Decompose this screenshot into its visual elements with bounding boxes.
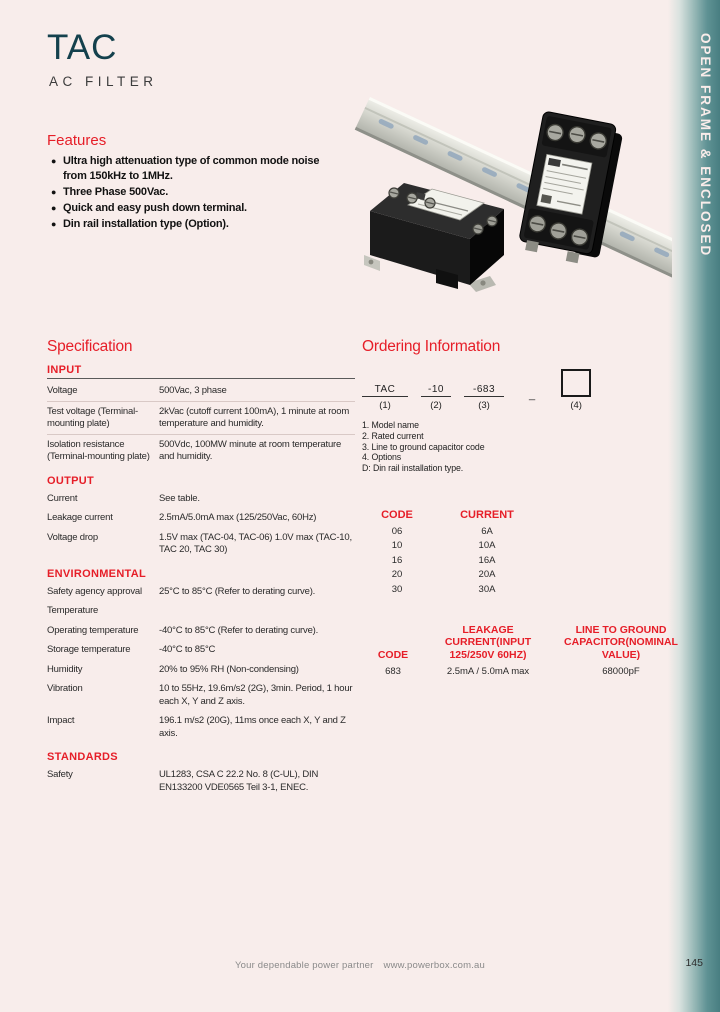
feature-item (47, 217, 332, 232)
ordering-note: 4. Options (362, 452, 402, 463)
cell-current: 30A (478, 583, 496, 595)
spec-section-heading-output: OUTPUT (47, 474, 95, 487)
spec-value: 10 to 55Hz, 19.6m/s2 (2G), 3min. Period, 1 hour each X, Y and Z axis. (159, 683, 353, 707)
page-subtitle: AC FILTER (49, 74, 158, 89)
spec-value: -40°C to 85°C (159, 644, 216, 655)
spec-label: Safety agency approval (47, 585, 142, 597)
bullet-icon: ● (51, 187, 57, 197)
spec-row (47, 528, 355, 560)
spec-label: Test voltage (Terminal-mounting plate) (47, 405, 138, 429)
part-segment-model (362, 384, 408, 411)
spec-row (47, 601, 355, 621)
part-segment-options (561, 369, 591, 411)
spec-row (47, 765, 355, 797)
ordering-section (362, 338, 678, 678)
cell-current: 10A (478, 540, 496, 552)
cell-code: 10 (391, 540, 403, 552)
ordering-note: 3. Line to ground capacitor code (362, 441, 485, 452)
part-segment-current (421, 384, 451, 411)
leakage-col-code (362, 623, 424, 677)
spec-value: UL1283, CSA C 22.2 No. 8 (C-UL), DIN EN133200 VDE0565 Teil 3-1, ENEC. (159, 769, 319, 793)
feature-text: Quick and easy push down terminal. (63, 202, 247, 214)
spec-row (47, 660, 355, 680)
ordering-heading: Ordering Information (362, 338, 501, 355)
feature-item (47, 154, 332, 184)
cell-code: 16 (391, 554, 403, 566)
footer (0, 960, 720, 971)
spec-row (47, 402, 355, 435)
table-header-row (362, 509, 664, 525)
spec-label: Voltage drop (47, 531, 98, 543)
column-header: LINE TO GROUND CAPACITOR(NOMINAL VALUE) (564, 623, 678, 661)
ordering-notes (362, 420, 664, 474)
features-heading: Features (47, 132, 107, 149)
feature-item (47, 201, 332, 216)
leakage-col-current (424, 623, 552, 677)
part-index: (1) (379, 400, 391, 411)
spec-row (47, 640, 355, 660)
spec-section-heading-environmental: ENVIRONMENTAL (47, 567, 147, 580)
spec-label: Voltage (47, 385, 78, 396)
spec-value: 1.5V max (TAC-04, TAC-06) 1.0V max (TAC-10, TAC 20, TAC 30) (159, 531, 352, 555)
spec-row (47, 489, 355, 509)
ordering-note: 2. Rated current (362, 430, 424, 441)
spec-value: See table. (159, 492, 200, 504)
spec-value (159, 605, 355, 618)
leakage-table (362, 623, 678, 678)
cell-code: 06 (391, 525, 403, 537)
part-code: -10 (421, 384, 451, 397)
table-row (362, 583, 664, 598)
cell-current: 6A (481, 525, 493, 537)
cell-code: 683 (385, 666, 401, 678)
spec-label: Operating temperature (47, 624, 139, 636)
spec-label: Leakage current (47, 512, 113, 523)
cell-code: 20 (391, 569, 403, 581)
spec-label: Vibration (47, 683, 83, 694)
product-photo (348, 85, 672, 297)
spec-label: Storage temperature (47, 644, 131, 655)
spec-value: 20% to 95% RH (Non-condensing) (159, 663, 299, 675)
cell-current: 20A (478, 569, 496, 581)
part-code: TAC (362, 384, 408, 397)
feature-text: Din rail installation type (Option). (63, 218, 229, 230)
column-header: LEAKAGE CURRENT(INPUT 125/250V 60HZ) (444, 623, 532, 661)
leakage-col-capacitor (552, 623, 690, 677)
feature-item (47, 185, 332, 200)
spec-section-heading-input: INPUT (47, 364, 355, 379)
feature-text: Three Phase 500Vac. (63, 186, 169, 198)
sidebar-band (668, 0, 720, 1012)
table-row (362, 568, 664, 583)
spec-value: 196.1 m/s2 (20G), 11ms once each X, Y and Z axis. (159, 715, 346, 739)
bullet-icon: ● (51, 156, 57, 166)
features-section (47, 132, 332, 233)
spec-value: 2.5mA/5.0mA max (125/250Vac, 60Hz) (159, 512, 317, 523)
cell-code: 30 (391, 583, 403, 595)
spec-value: 500Vdc, 100MW minute at room temperature and humidity. (159, 438, 342, 462)
feature-text: Ultra high attenuation type of common mode noise from 150kHz to 1MHz. (63, 155, 320, 182)
part-segment-capacitor (464, 384, 504, 411)
cell-capacitor: 68000pF (602, 666, 640, 678)
part-number-diagram (362, 369, 664, 411)
spec-value: -40°C to 85°C (Refer to derating curve). (159, 624, 319, 636)
spec-label: Temperature (47, 605, 99, 616)
spec-label: Impact (47, 715, 75, 726)
features-list (47, 154, 332, 232)
spec-value: 2kVac (cutoff current 100mA), 1 minute at room temperature and humidity. (159, 405, 350, 429)
table-row (362, 554, 664, 569)
bullet-icon: ● (51, 203, 57, 213)
table-row (362, 525, 664, 540)
sidebar-category-label: OPEN FRAME & ENCLOSED (698, 33, 713, 258)
page-number: 145 (685, 957, 703, 969)
spec-label: Current (47, 492, 78, 504)
spec-section-heading-standards: STANDARDS (47, 751, 118, 763)
specification-heading: Specification (47, 338, 133, 355)
spec-row (47, 679, 355, 711)
spec-label: Isolation resistance (Terminal-mounting plate) (47, 438, 150, 462)
cell-leakage: 2.5mA / 5.0mA max (446, 666, 530, 678)
spec-row (47, 435, 355, 467)
spec-row (47, 621, 355, 641)
ordering-note: 1. Model name (362, 420, 419, 430)
column-header: CODE (381, 508, 413, 521)
code-current-table (362, 509, 664, 598)
part-index: (3) (478, 400, 490, 411)
ordering-note: D: Din rail installation type. (362, 463, 464, 474)
spec-label: Safety (47, 769, 73, 780)
footer-tagline: Your dependable power partner (234, 960, 374, 971)
part-code: -683 (464, 384, 504, 397)
spec-row (47, 711, 355, 743)
spec-label: Humidity (47, 663, 83, 675)
spec-value: 500Vac, 3 phase (159, 385, 227, 396)
column-header: CODE (377, 648, 409, 661)
specification-section (47, 338, 355, 797)
part-separator: _ (529, 389, 536, 401)
filter-unit-left (364, 183, 504, 292)
spec-row (47, 508, 355, 528)
option-box (561, 369, 591, 397)
spec-row (47, 582, 355, 602)
bullet-icon: ● (51, 219, 57, 229)
cell-current: 16A (478, 554, 496, 566)
part-index: (2) (430, 400, 442, 411)
footer-url-link[interactable]: www.powerbox.com.au (383, 960, 486, 971)
page-title: TAC (47, 28, 118, 67)
spec-value: 25°C to 85°C (Refer to derating curve). (159, 585, 316, 597)
column-header: CURRENT (460, 508, 514, 521)
table-row (362, 539, 664, 554)
part-index: (4) (570, 400, 582, 411)
spec-row (47, 381, 355, 402)
